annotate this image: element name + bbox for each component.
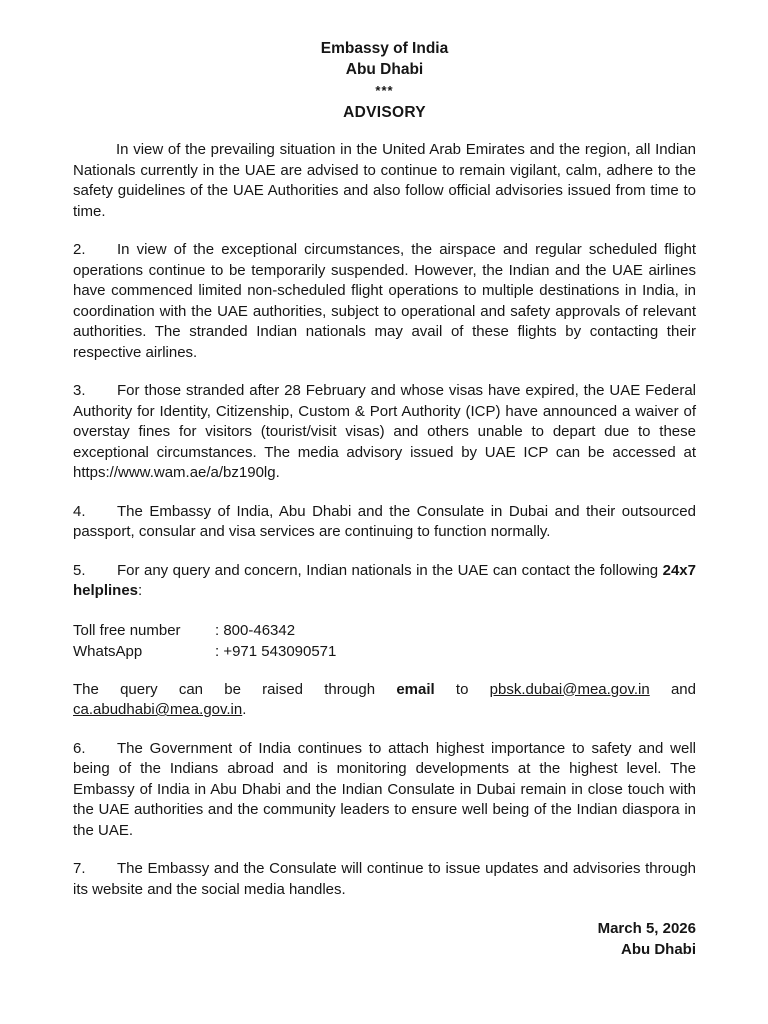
signature-block bbox=[73, 918, 696, 960]
paragraph-text: The Embassy of India, Abu Dhabi and the Consulate in Dubai and their outsourced passport, consular and visa services are continuing to function normally. bbox=[73, 502, 696, 540]
helpline-value: : 800-46342 bbox=[215, 621, 296, 639]
advisory-title: ADVISORY bbox=[343, 104, 426, 121]
paragraph-number: 3. bbox=[73, 382, 86, 399]
paragraph-number: 5. bbox=[73, 561, 86, 579]
helpline-label: WhatsApp bbox=[73, 642, 143, 660]
paragraph-text: The Government of India continues to attach highest importance to safety and well being of the Indians abroad and is monitoring developments at the highest level. The Embassy of India in Abu Dhabi and the Indian Consulate in Dubai remain in close touch with the UAE authorities and the community leaders to ensure well being of the Indian diaspora in the UAE. bbox=[73, 739, 696, 839]
helpline-row-tollfree bbox=[73, 620, 696, 641]
paragraph-number: 4. bbox=[73, 502, 86, 520]
paragraph-number: 7. bbox=[73, 860, 86, 877]
paragraph-2 bbox=[73, 240, 696, 363]
helpline-value: : +971 543090571 bbox=[215, 642, 337, 660]
helpline-row-whatsapp bbox=[73, 641, 696, 662]
paragraph-text: For those stranded after 28 February and whose visas have expired, the UAE Federal Authority for Identity, Citizenship, Custom & Port Authority (ICP) have announced a waiver of overstay fines for visitors (tourist/visit visas) and others unable to depart due to these exceptional circumstances. The media advisory issued by UAE ICP can be accessed at https://www.wam.ae/a/bz190lg. bbox=[73, 382, 696, 481]
paragraph-5 bbox=[73, 561, 696, 602]
paragraph-3 bbox=[73, 381, 696, 484]
paragraph-number: 6. bbox=[73, 739, 86, 757]
paragraph-number: 2. bbox=[73, 241, 86, 258]
paragraph-text: The Embassy and the Consulate will continue to issue updates and advisories through its website and the social media handles. bbox=[73, 860, 696, 898]
paragraph-1 bbox=[73, 140, 696, 222]
place-line: Abu Dhabi bbox=[621, 941, 696, 958]
embassy-city: Abu Dhabi bbox=[345, 61, 424, 78]
paragraph-text: In view of the prevailing situation in the United Arab Emirates and the region, all Indian Nationals currently in the UAE are advised to continue to remain vigilant, calm, adhere to the safety guidelines of the UAE Authorities and also follow official advisories issued from time to time. bbox=[73, 141, 696, 220]
helpline-label: Toll free number bbox=[73, 621, 181, 639]
paragraph-4 bbox=[73, 502, 696, 543]
paragraph-text: For any query and concern, Indian nationals in the UAE can contact the following 24x7 helplines: bbox=[73, 561, 696, 599]
paragraph-7 bbox=[73, 859, 696, 900]
paragraph-6 bbox=[73, 739, 696, 842]
date-line: March 5, 2026 bbox=[597, 920, 696, 937]
separator-stars: *** bbox=[375, 83, 394, 98]
paragraph-text: In view of the exceptional circumstances, the airspace and regular scheduled flight operations continue to be temporarily suspended. However, the Indian and the UAE airlines have commenced limited non-scheduled flight operations to multiple destinations in India, in coordination with the UAE authorities, subject to operational and safety approvals of relevant authorities. The stranded Indian nationals may avail of these flights by contacting their respective airlines. bbox=[73, 241, 696, 361]
email-paragraph bbox=[73, 680, 696, 721]
letter-body bbox=[73, 140, 696, 960]
embassy-name: Embassy of India bbox=[320, 40, 449, 57]
letterhead bbox=[73, 38, 696, 123]
helplines-block bbox=[73, 620, 696, 662]
paragraph-text: The query can be raised through email to pbsk.dubai@mea.gov.in and ca.abudhabi@mea.gov.in. bbox=[73, 680, 696, 718]
